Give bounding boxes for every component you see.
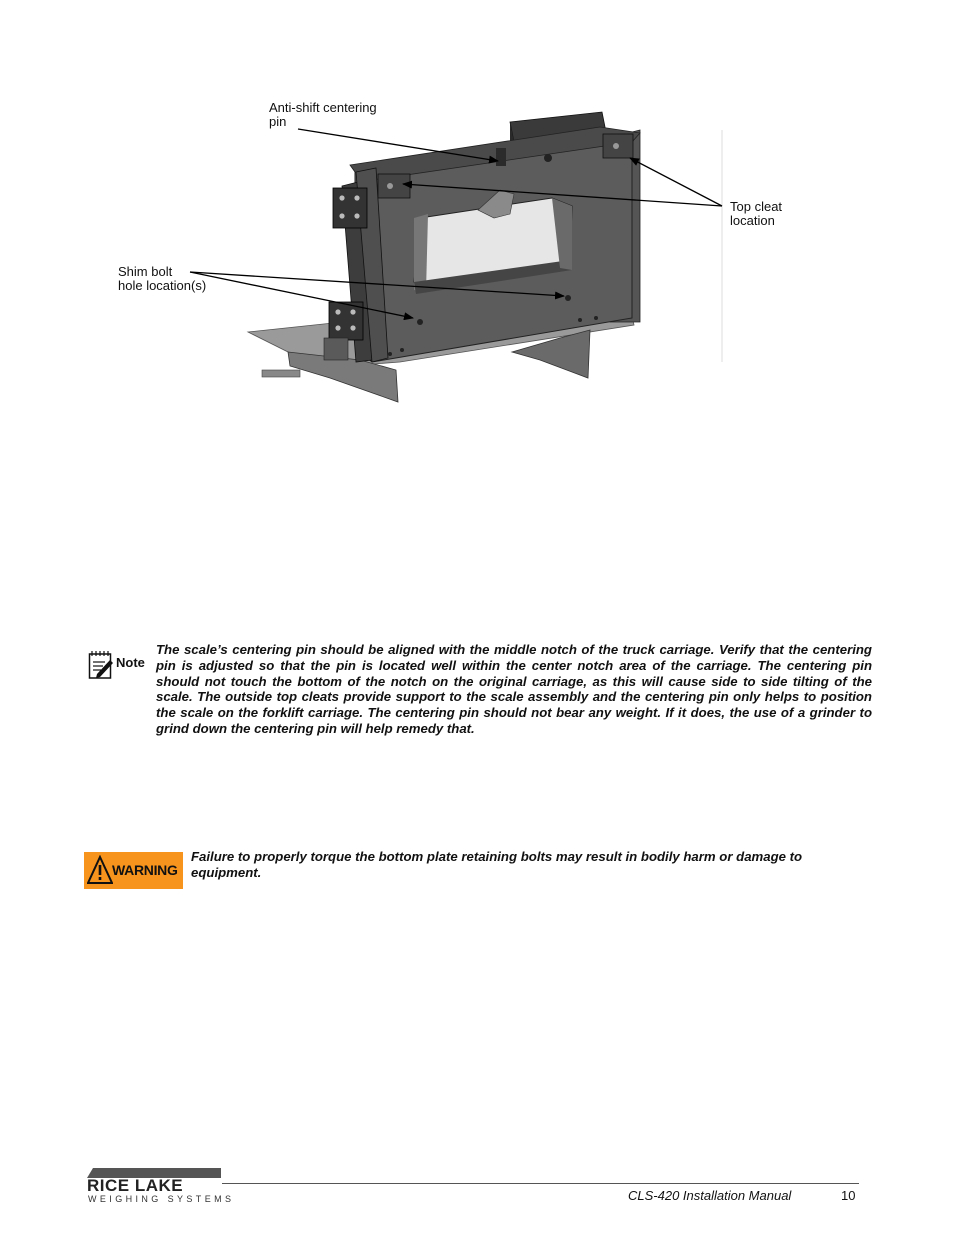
window-inner-left bbox=[414, 214, 428, 292]
warning-badge bbox=[84, 852, 183, 889]
note-label: Note bbox=[116, 655, 145, 670]
left-cleat-block-lower bbox=[329, 302, 363, 340]
left-cleat-block-upper bbox=[333, 188, 367, 228]
shim-hole-1 bbox=[417, 319, 423, 325]
warning-label: WARNING bbox=[112, 862, 178, 878]
leader-top-cleat-right bbox=[630, 158, 722, 206]
note-pad-icon bbox=[88, 650, 114, 680]
shim-hole-2 bbox=[565, 295, 571, 301]
top-cleat-left bbox=[378, 174, 410, 198]
centering-pin bbox=[496, 148, 506, 166]
note-text: The scale’s centering pin should be aligned with the middle notch of the truck carriage. Verify that the centering pin is adjusted so that the pin is located well within the center notch area of the carriage. The centering pin should not touch the bottom of the notch on the original carriage, as this will cause side to side tilting of the scale. The outside top cleats provide support to the scale assembly and the centering pin only helps to position the scale on the forklift carriage. The centering pin should not bear any weight. If it does, the use of a grinder to grind down the centering pin will help remedy that. bbox=[156, 642, 872, 736]
footer-rule bbox=[222, 1183, 859, 1184]
callout-top-cleat: Top cleat location bbox=[730, 199, 783, 228]
page-number: 10 bbox=[841, 1188, 856, 1203]
lower-foot bbox=[324, 338, 348, 360]
callout-anti-shift: Anti-shift centering pin bbox=[269, 100, 377, 129]
leader-anti-shift bbox=[298, 129, 498, 161]
fork-tab bbox=[262, 370, 300, 377]
logo-tagline: WEIGHING SYSTEMS bbox=[88, 1194, 235, 1204]
footer-manual-title: CLS-420 Installation Manual bbox=[628, 1188, 792, 1203]
warning-triangle-icon bbox=[87, 855, 113, 885]
warning-text: Failure to properly torque the bottom plate retaining bolts may result in bodily harm or damage to equipment. bbox=[191, 849, 803, 880]
callout-shim-bolt: Shim bolt hole location(s) bbox=[118, 264, 207, 293]
logo-wordmark: RICE LAKE bbox=[87, 1176, 184, 1195]
scale-assembly-figure bbox=[0, 0, 954, 420]
